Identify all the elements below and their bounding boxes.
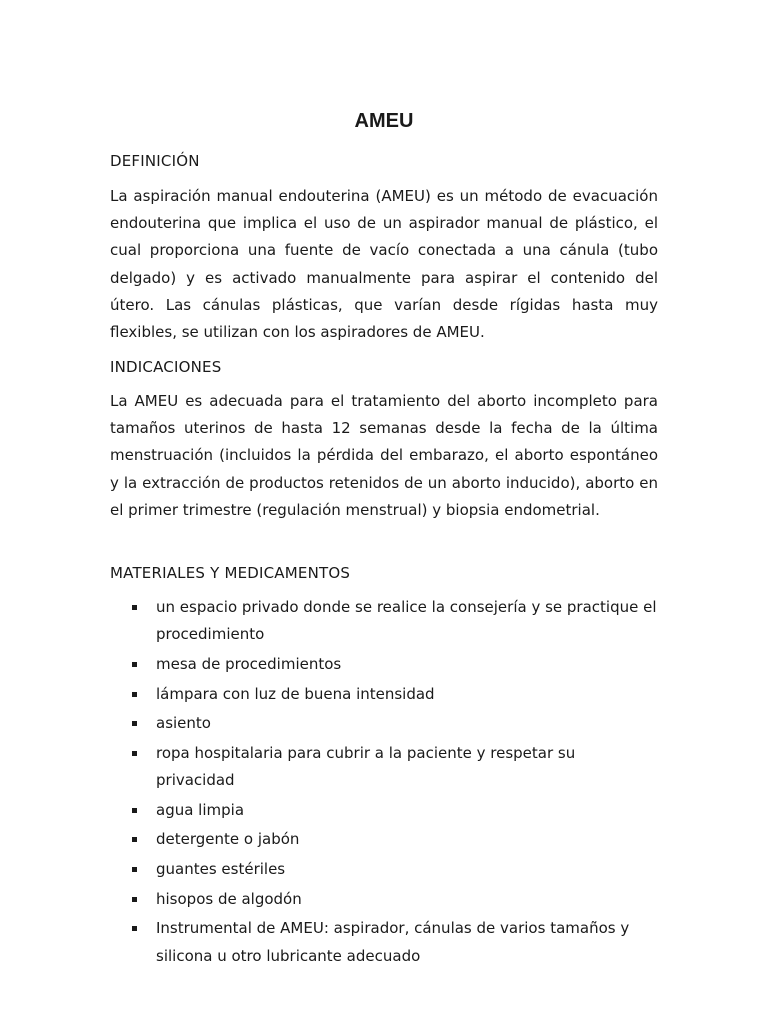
bullet-icon bbox=[132, 751, 137, 756]
list-item-text: hisopos de algodón bbox=[156, 889, 302, 908]
list-item-text: un espacio privado donde se realice la consejería y se practique el procedimiento bbox=[156, 598, 657, 644]
list-item bbox=[110, 915, 658, 970]
heading-indicaciones: INDICACIONES bbox=[110, 358, 222, 376]
list-item bbox=[110, 681, 658, 708]
list-item bbox=[110, 797, 658, 824]
list-item bbox=[110, 594, 658, 649]
heading-materiales: MATERIALES Y MEDICAMENTOS bbox=[110, 564, 351, 582]
bullet-icon bbox=[132, 605, 137, 610]
list-item bbox=[110, 740, 658, 795]
list-item-text: Instrumental de AMEU: aspirador, cánulas de varios tamaños y silicona u otro lubricante adecuado bbox=[156, 919, 630, 965]
bullet-icon bbox=[132, 926, 137, 931]
bullet-icon bbox=[132, 721, 137, 726]
list-item bbox=[110, 710, 658, 737]
bullet-icon bbox=[132, 897, 137, 902]
list-item bbox=[110, 856, 658, 883]
list-item-text: agua limpia bbox=[156, 800, 245, 819]
list-item-text: ropa hospitalaria para cubrir a la paciente y respetar su privacidad bbox=[156, 743, 576, 790]
bullet-icon bbox=[132, 808, 137, 813]
bullet-icon bbox=[132, 867, 137, 872]
list-item-text: asiento bbox=[156, 714, 211, 733]
list-item bbox=[110, 886, 658, 913]
bullet-icon bbox=[132, 837, 137, 842]
document-title: AMEU bbox=[354, 110, 414, 132]
list-item-text: detergente o jabón bbox=[156, 830, 300, 849]
paragraph-indicaciones: La AMEU es adecuada para el tratamiento del aborto incompleto para tamaños uterinos de hasta 12 semanas desde la fecha de la última menstruación (incluidos la pérdida del embarazo, el aborto espontáneo y la extracción de productos retenidos de un aborto inducido), aborto en el primer trimestre (regulación menstrual) y biopsia endometrial. bbox=[110, 392, 658, 519]
materials-list bbox=[110, 594, 658, 972]
bullet-icon bbox=[132, 662, 137, 667]
heading-definicion: DEFINICIÓN bbox=[110, 152, 200, 170]
list-item-text: lámpara con luz de buena intensidad bbox=[156, 684, 435, 703]
list-item bbox=[110, 826, 658, 853]
list-item-text: guantes estériles bbox=[156, 859, 286, 878]
bullet-icon bbox=[132, 692, 137, 697]
list-item bbox=[110, 651, 658, 678]
list-item-text: mesa de procedimientos bbox=[156, 655, 342, 673]
paragraph-definicion: La aspiración manual endouterina (AMEU) es un método de evacuación endouterina que implica el uso de un aspirador manual de plástico, el cual proporciona una fuente de vacío conectada a una cánula (tubo delgado) y es activado manualmente para aspirar el contenido del útero. Las cánulas plásticas, que varían desde rígidas hasta muy flexibles, se utilizan con los aspiradores de AMEU. bbox=[110, 187, 658, 342]
